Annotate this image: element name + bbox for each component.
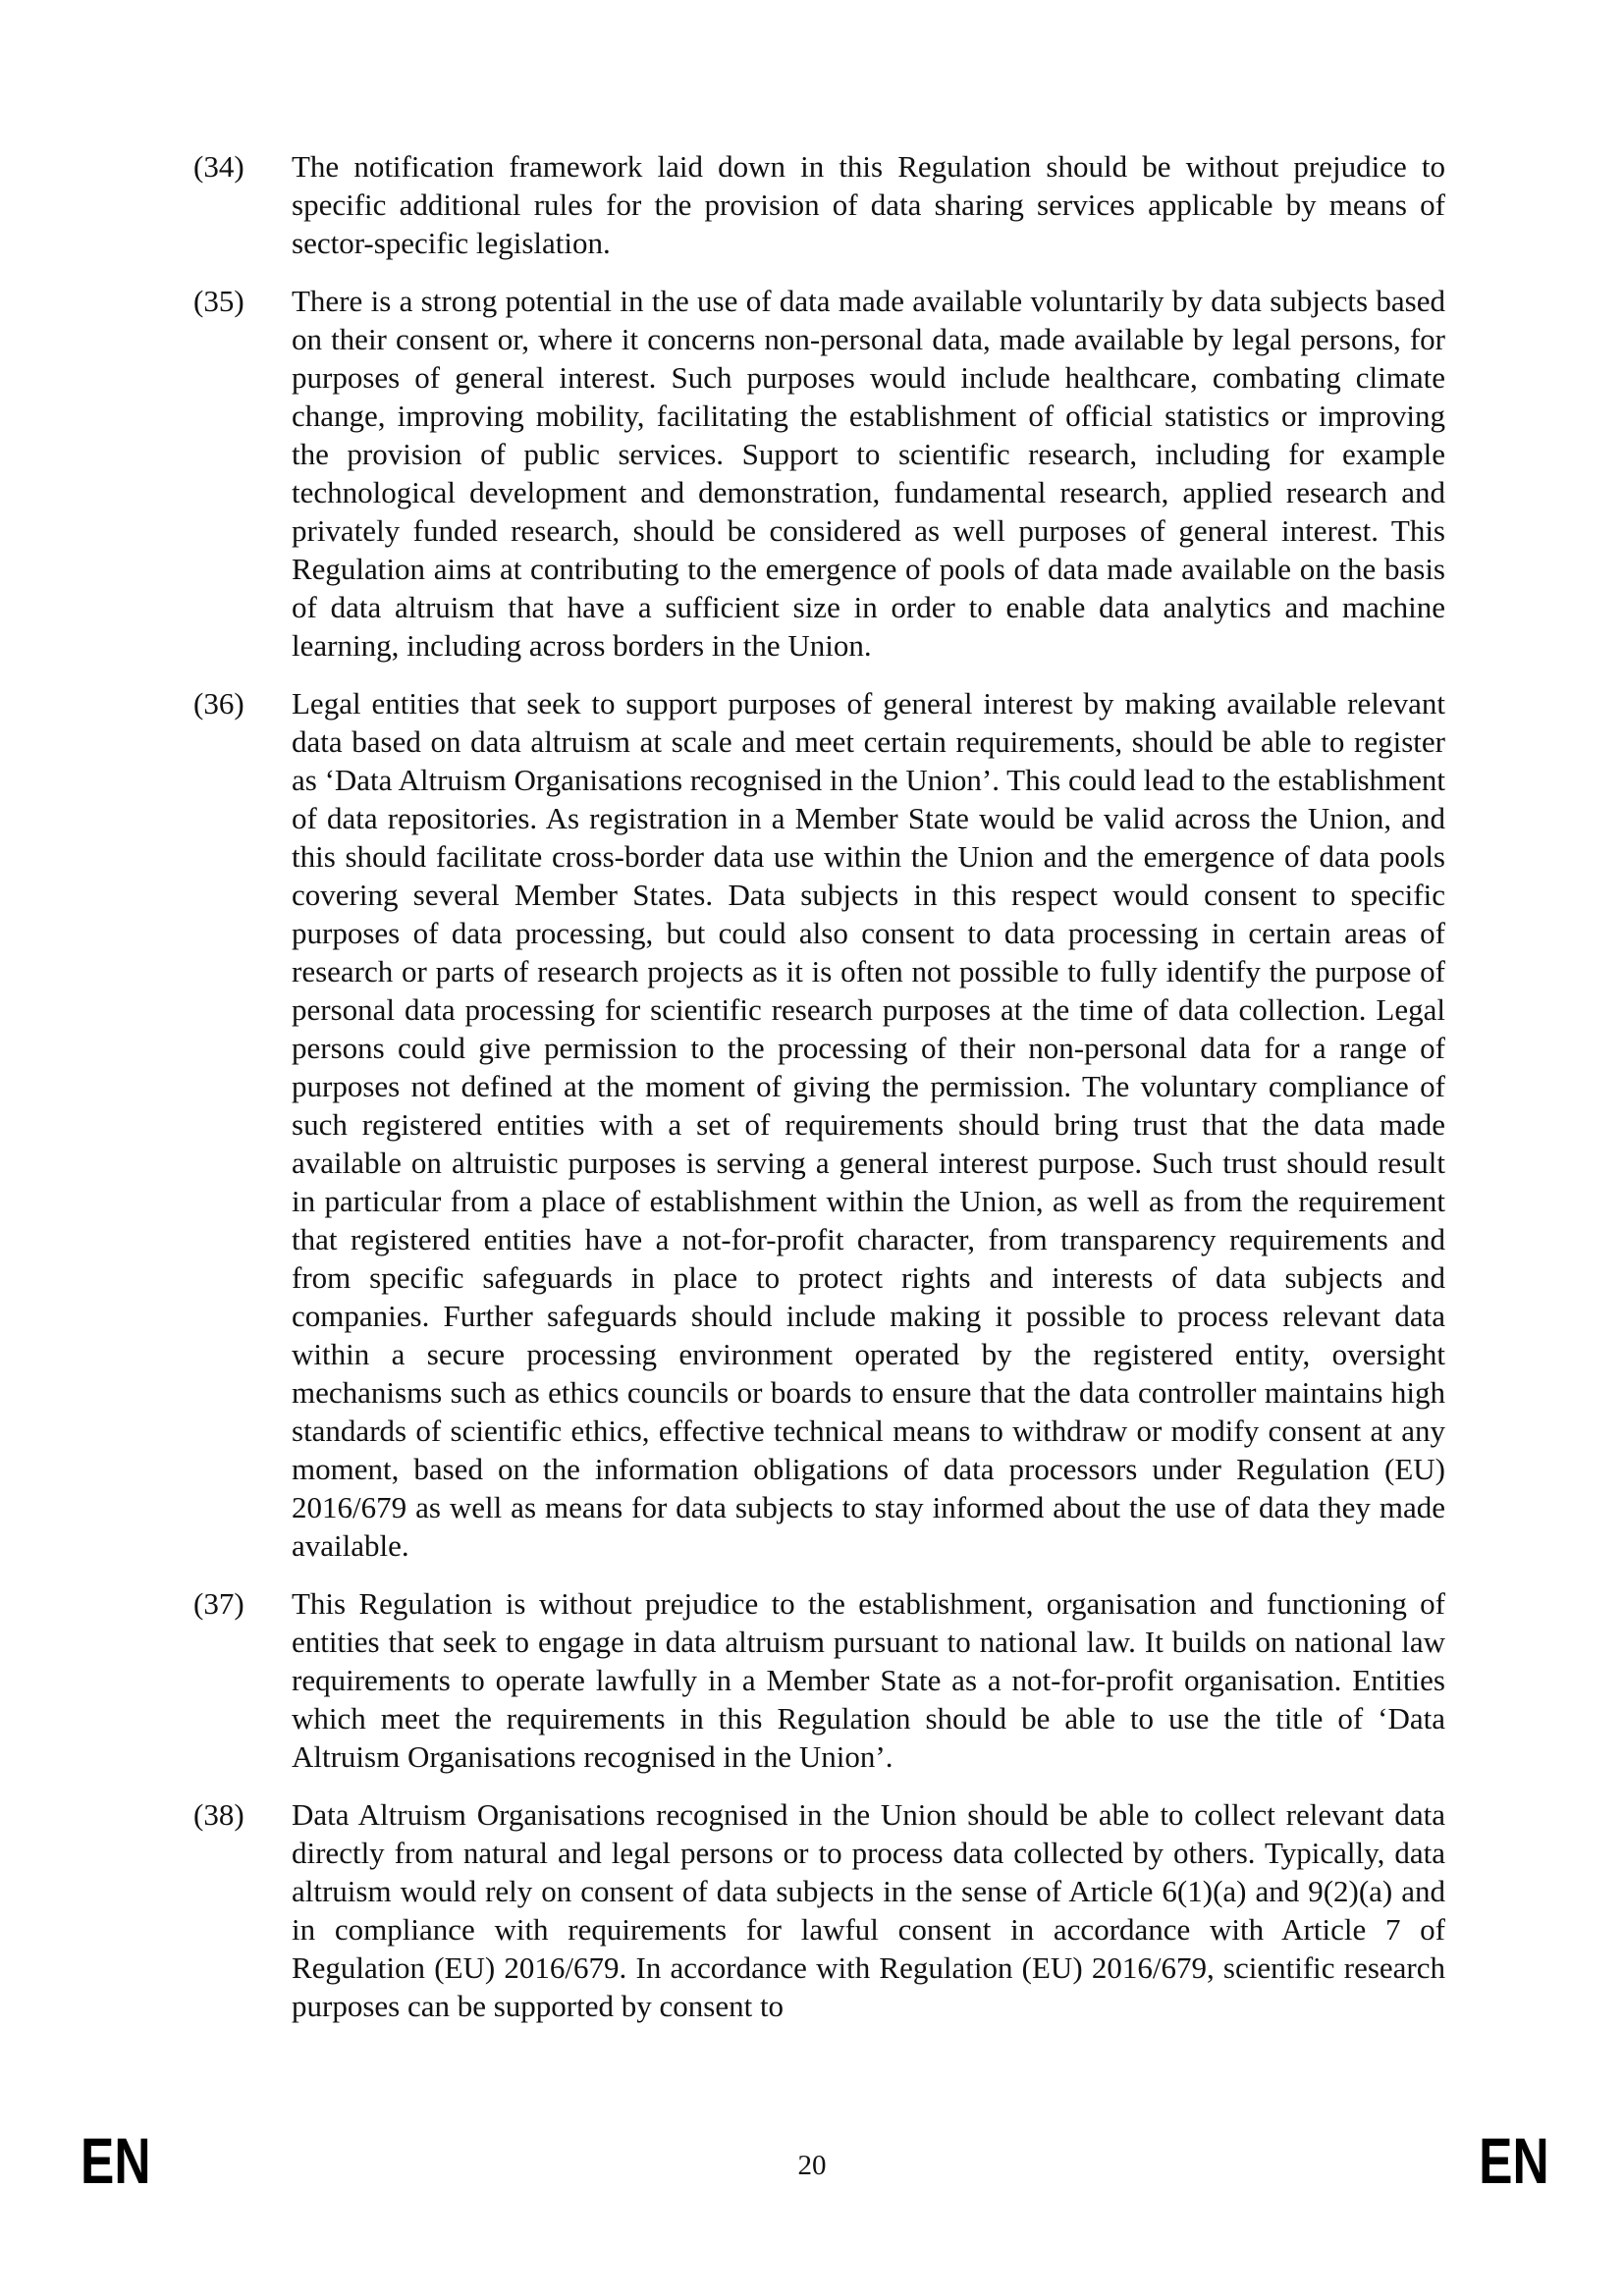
recital-38-text: Data Altruism Organisations recognised in the Union should be able to collect relevant data directly from natural and legal persons or to process data collected by others. Typically, data altruism would rely on consent of data subjects in the sense of Article 6(1)(a) and 9(2)(a) and in compliance with requirements for lawful consent in accordance with Article 7 of Regulation (EU) 2016/679. In accordance with Regulation (EU) 2016/679, scientific research purposes can be supported by consent to [292, 1797, 1445, 2023]
recital-35 [193, 282, 1445, 665]
recital-37-number: (37) [193, 1586, 244, 1621]
recital-34-text: The notification framework laid down in this Regulation should be without prejudice to specific additional rules for the provision of data sharing services applicable by means of sector-specific legislation. [292, 149, 1445, 260]
recital-34 [193, 147, 1445, 262]
recital-36-number: (36) [193, 686, 244, 721]
recital-37 [193, 1584, 1445, 1776]
recital-37-text: This Regulation is without prejudice to the establishment, organisation and functioning of entities that seek to engage in data altruism pursuant to national law. It builds on national law requirements to operate lawfully in a Member State as a not-for-profit organisation. Entities which meet the requirements in this Regulation should be able to use the title of ‘Data Altruism Organisations recognised in the Union’. [292, 1586, 1445, 1774]
recital-34-number: (34) [193, 149, 244, 184]
footer-language-code-left: EN [81, 2124, 151, 2197]
recital-35-text: There is a strong potential in the use of data made available voluntarily by data subjects based on their consent or, where it concerns non-personal data, made available by legal persons, for purposes of general interest. Such purposes would include healthcare, combating climate change, improving mobility, facilitating the establishment of official statistics or improving the provision of public services. Support to scientific research, including for example technological development and demonstration, fundamental research, applied research and privately funded research, should be considered as well purposes of general interest. This Regulation aims at contributing to the emergence of pools of data made available on the basis of data altruism that have a sufficient size in order to enable data analytics and machine learning, including across borders in the Union. [292, 284, 1445, 663]
recital-38 [193, 1795, 1445, 2025]
recital-36 [193, 684, 1445, 1565]
page-number: 20 [797, 2150, 827, 2181]
recital-36-text: Legal entities that seek to support purposes of general interest by making available relevant data based on data altruism at scale and meet certain requirements, should be able to register as ‘Data Altruism Organisations recognised in the Union’. This could lead to the establishment of data repositories. As registration in a Member State would be valid across the Union, and this should facilitate cross-border data use within the Union and the emergence of data pools covering several Member States. Data subjects in this respect would consent to specific purposes of data processing, but could also consent to data processing in certain areas of research or parts of research projects as it is often not possible to fully identify the purpose of personal data processing for scientific research purposes at the time of data collection. Legal persons could give permission to the processing of their non-personal data for a range of purposes not defined at the moment of giving the permission. The voluntary compliance of such registered entities with a set of requirements should bring trust that the data made available on altruistic purposes is serving a general interest purpose. Such trust should result in particular from a place of establishment within the Union, as well as from the requirement that registered entities have a not-for-profit character, from transparency requirements and from specific safeguards in place to protect rights and interests of data subjects and companies. Further safeguards should include making it possible to process relevant data within a secure processing environment operated by the registered entity, oversight mechanisms such as ethics councils or boards to ensure that the data controller maintains high standards of scientific ethics, effective technical means to withdraw or modify consent at any moment, based on the information obligations of data processors under Regulation (EU) 2016/679 as well as means for data subjects to stay informed about the use of data they made available. [292, 686, 1445, 1563]
recitals-body [193, 147, 1445, 2045]
recital-38-number: (38) [193, 1797, 244, 1832]
recital-35-number: (35) [193, 284, 244, 318]
footer-language-code-right: EN [1479, 2124, 1549, 2197]
